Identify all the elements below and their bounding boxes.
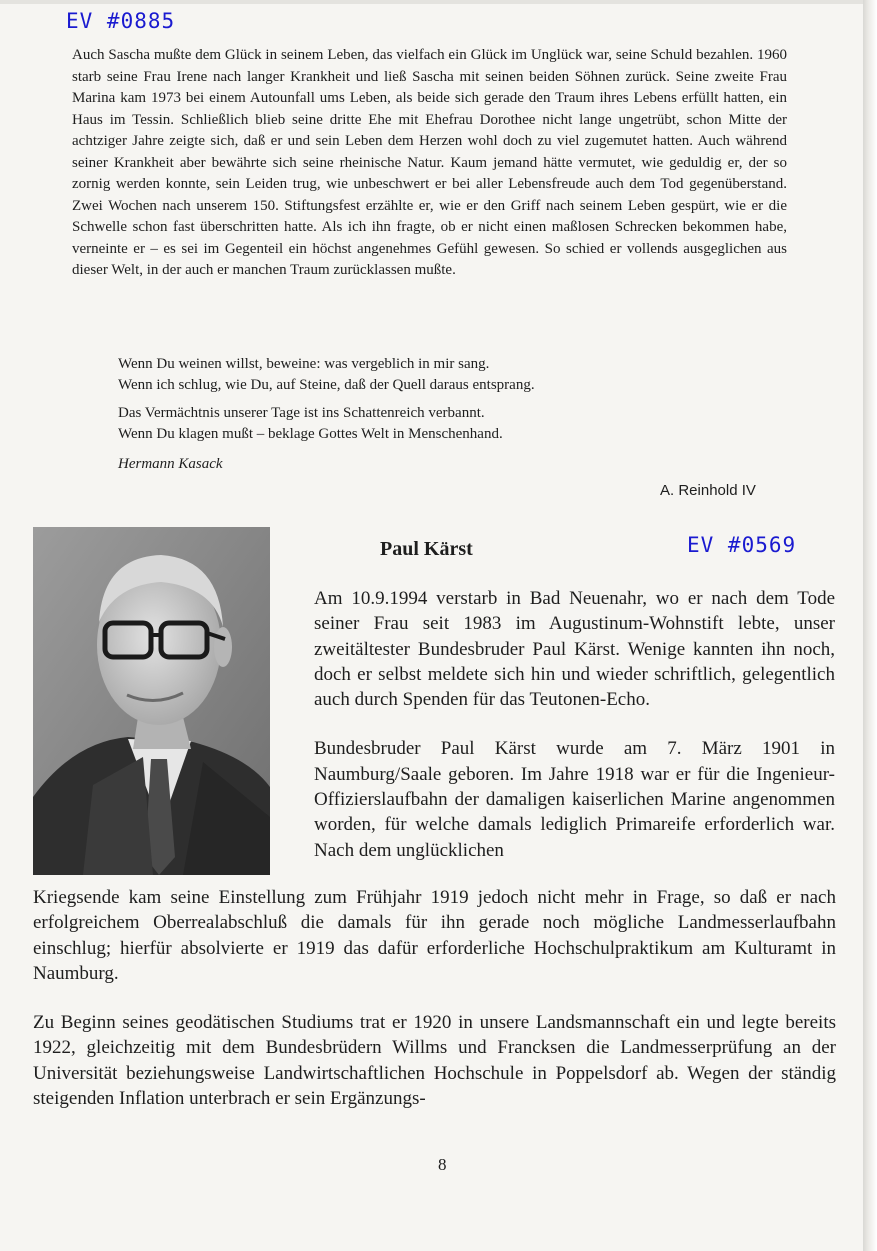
archive-stamp-middle: EV #0569 xyxy=(687,533,797,557)
scan-right-edge xyxy=(863,0,877,1251)
poem-line: Das Vermächtnis unserer Tage ist ins Schattenreich verbannt. xyxy=(118,405,485,421)
obituary-two-intro xyxy=(314,586,835,863)
portrait-photo xyxy=(33,527,270,875)
poem-stanza-1 xyxy=(118,354,738,396)
poem-line: Wenn Du klagen mußt – beklage Gottes Welt in Menschenhand. xyxy=(118,426,503,442)
obituary-two-paragraph: Kriegsende kam seine Einstellung zum Frühjahr 1919 jedoch nicht mehr in Frage, so daß er nach erfolgreichem Oberrealabschluß die damals für ihn gerade noch mögliche Landmesserlaufbahn einschlug; hierfür absolvierte er 1919 das dafür erforderliche Hochschulpraktikum am Kulturamt in Naumburg. xyxy=(33,887,836,984)
poem-stanza-2 xyxy=(118,403,738,445)
page-number: 8 xyxy=(438,1155,447,1174)
obituary-two-continuation xyxy=(33,885,836,1111)
poem-author: Hermann Kasack xyxy=(118,456,223,472)
obituary-heading: Paul Kärst xyxy=(380,538,473,560)
obituary-one-paragraph: Auch Sascha mußte dem Glück in seinem Leben, das vielfach ein Glück im Unglück war, seine Schuld bezahlen. 1960 starb seine Frau Irene nach langer Krankheit und ließ Sascha mit seinen beiden Söhnen zurück. Seine zweite Frau Marina kam 1973 bei einem Autounfall ums Leben, als beide sich gerade den Traum ihres Lebens erfüllt hatten, ein Haus im Tessin. Schließlich blieb seine dritte Ehe mit Ehefrau Dorothee nicht lange ungetrübt, schon Mitte der achtziger Jahre zeigte sich, daß er und sein Leben dem Herzen wohl doch zu viel zugemutet hatten. Auch während seiner Krankheit aber bewährte sich seine rheinische Natur. Kaum jemand hätte vermutet, wie geduldig er, der so zornig werden konnte, sein Leiden trug, wie unbeschwert er bei aller Lebensfreude auch dem Tod gegenüberstand. Zwei Wochen nach unserem 150. Stiftungsfest erzählte er, wie er den Griff nach seinem Leben gespürt, wie er die Schwelle schon fast überschritten hatte. Als ich ihn fragte, ob er nicht einen maßlosen Schrecken bekommen habe, verneinte er – es sei im Gegenteil ein höchst angenehmes Gefühl gewesen. So schied er vollends ausgeglichen aus dieser Welt, in der auch er manchen Traum zurücklassen mußte. xyxy=(72,47,787,278)
obituary-two-paragraph: Am 10.9.1994 verstarb in Bad Neuenahr, wo er nach dem Tode seiner Frau seit 1983 im Augustinum-Wohnstift lebte, unser zweitältester Bundesbruder Paul Kärst. Wenige kannten ihn noch, doch er selbst meldete sich hin und wieder schriftlich, gelegentlich auch durch Spenden für das Teutonen-Echo. xyxy=(314,588,835,711)
poem-quote xyxy=(118,354,738,475)
portrait-illustration xyxy=(33,527,270,875)
obituary-two-paragraph: Bundesbruder Paul Kärst wurde am 7. März 1901 in Naumburg/Saale geboren. Im Jahre 1918 war er für die Ingenieur-Offizierslaufbahn der damaligen kaiserlichen Marine angenommen worden, für welche damals lediglich Primareife erforderlich war. Nach dem unglücklichen xyxy=(314,738,835,861)
poem-line: Wenn Du weinen willst, beweine: was vergeblich in mir sang. xyxy=(118,356,490,372)
obituary-one-body xyxy=(72,45,787,282)
author-signature: A. Reinhold IV xyxy=(660,482,756,499)
obituary-two-paragraph: Zu Beginn seines geodätischen Studiums trat er 1920 in unsere Landsmannschaft ein und legte bereits 1922, gleichzeitig mit dem Bundesbrüdern Willms und Francksen die Landmesserprüfung an der Universität beziehungsweise Landwirtschaftlichen Hochschule in Poppelsdorf ab. Wegen der ständig steigenden Inflation unterbrach er sein Ergänzungs- xyxy=(33,1012,836,1110)
poem-line: Wenn ich schlug, wie Du, auf Steine, daß der Quell daraus entsprang. xyxy=(118,377,535,393)
scan-top-edge xyxy=(0,0,877,4)
archive-stamp-top: EV #0885 xyxy=(66,9,176,33)
